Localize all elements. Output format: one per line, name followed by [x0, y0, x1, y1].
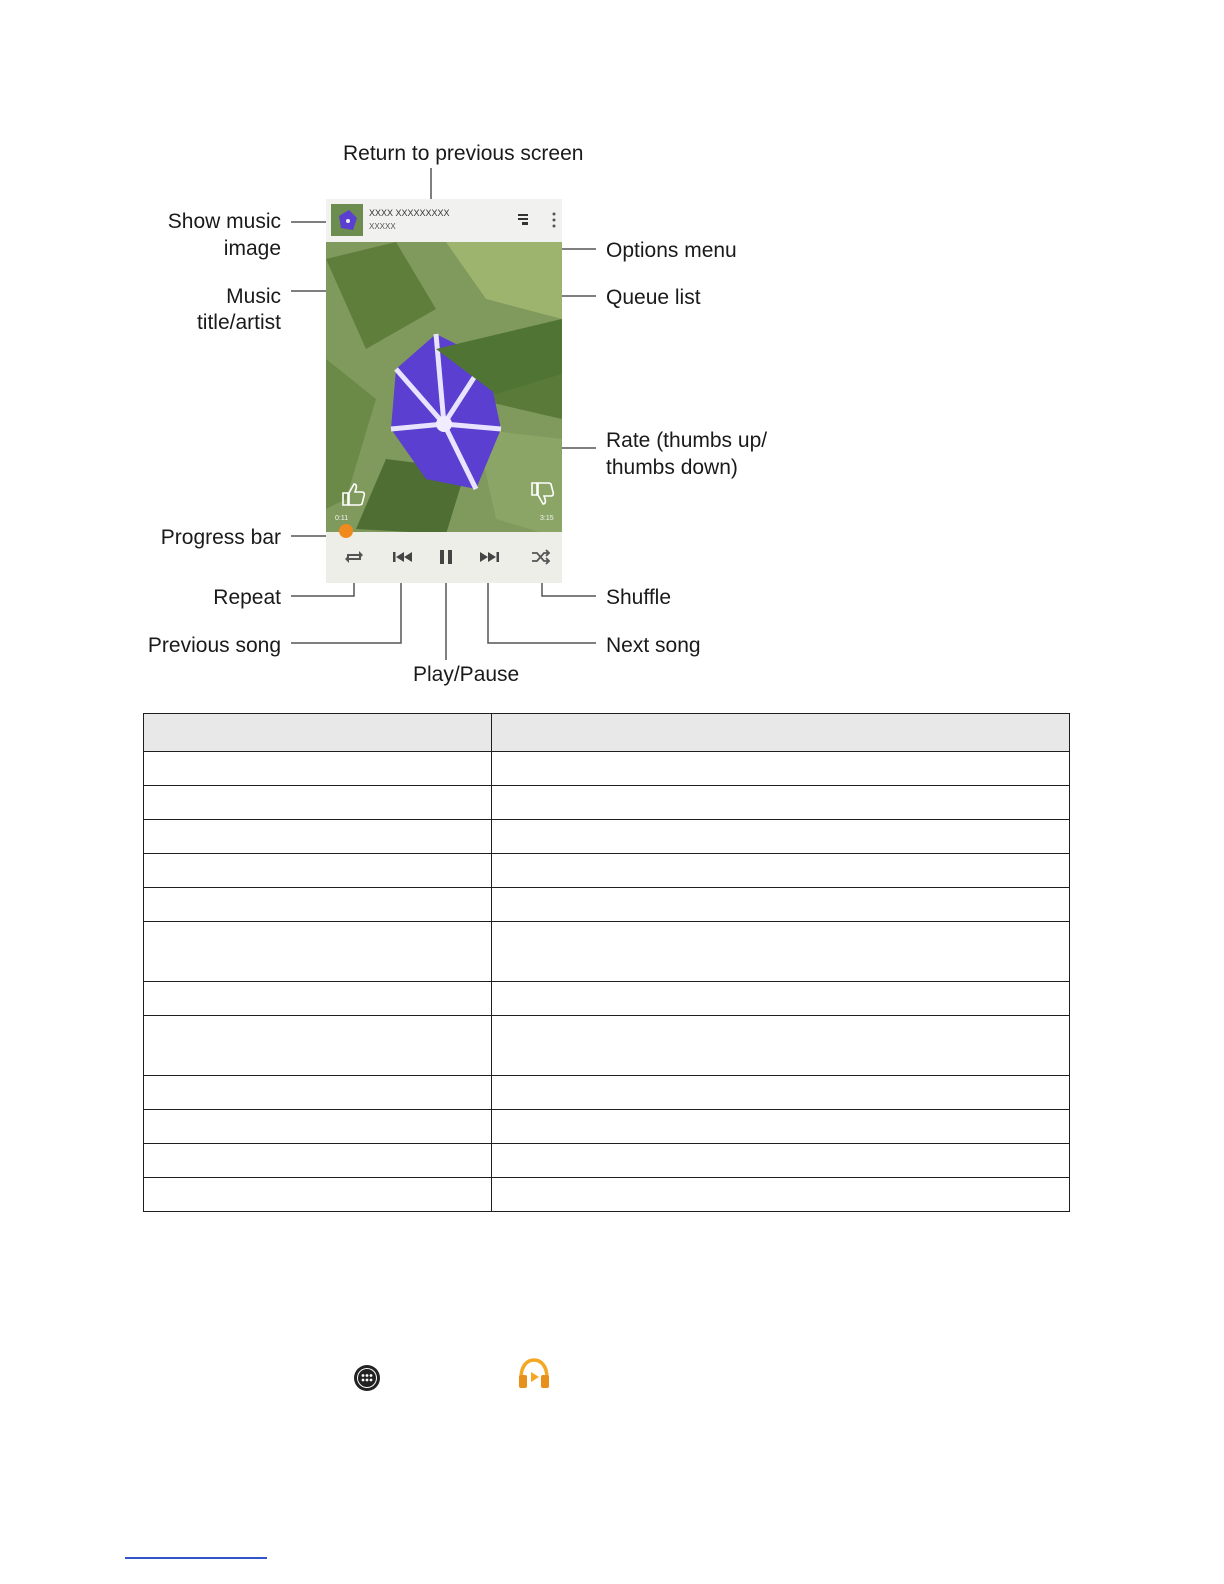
table-cell	[492, 888, 1070, 922]
song-title[interactable]: XXXX XXXXXXXXX	[369, 208, 450, 218]
table-row	[144, 1076, 1070, 1110]
music-player-figure	[0, 0, 1224, 700]
table-row	[144, 1016, 1070, 1076]
table-row	[144, 888, 1070, 922]
callout-show-music-image-2: image	[223, 237, 281, 260]
table-cell	[144, 1110, 492, 1144]
table-cell	[492, 1076, 1070, 1110]
player-header	[326, 199, 562, 242]
pause-icon[interactable]	[433, 544, 459, 570]
table-cell	[144, 888, 492, 922]
table-cell	[144, 786, 492, 820]
play-music-headphones-icon[interactable]	[516, 1356, 552, 1392]
table-cell	[144, 1178, 492, 1212]
table-row	[144, 922, 1070, 982]
thumbs-down-icon[interactable]	[528, 480, 556, 508]
table-header-cell	[144, 714, 492, 752]
callout-music-title-2: title/artist	[196, 311, 281, 334]
player-screen	[326, 199, 562, 583]
table-cell	[492, 1144, 1070, 1178]
overflow-menu-icon[interactable]	[551, 211, 557, 231]
callout-progress-bar: Progress bar	[160, 526, 281, 549]
table-cell	[144, 1076, 492, 1110]
footer-link-underline	[125, 1557, 267, 1559]
callout-return-previous: Return to previous screen	[343, 142, 584, 165]
album-art-background	[326, 199, 562, 583]
song-artist[interactable]: XXXXX	[369, 222, 396, 231]
table-header-row	[144, 714, 1070, 752]
table-cell	[492, 1110, 1070, 1144]
callout-shuffle: Shuffle	[606, 586, 671, 609]
table-row	[144, 854, 1070, 888]
table-row	[144, 982, 1070, 1016]
progress-bar-thumb[interactable]	[339, 524, 353, 538]
elapsed-time: 0:11	[335, 515, 349, 522]
table-header-cell	[492, 714, 1070, 752]
callout-repeat: Repeat	[213, 586, 281, 609]
callout-next-song: Next song	[606, 634, 701, 657]
repeat-icon[interactable]	[341, 544, 367, 570]
table-row	[144, 752, 1070, 786]
table-row	[144, 1144, 1070, 1178]
callout-rate-2: thumbs down)	[606, 456, 738, 479]
album-art-icon[interactable]	[331, 204, 363, 236]
total-time: 3:15	[540, 515, 554, 522]
table-cell	[144, 982, 492, 1016]
table-cell	[492, 786, 1070, 820]
queue-icon[interactable]	[518, 214, 530, 226]
apps-launcher-icon[interactable]	[353, 1364, 381, 1392]
table-cell	[492, 820, 1070, 854]
table-cell	[492, 982, 1070, 1016]
table-cell	[144, 1016, 492, 1076]
table-cell	[492, 752, 1070, 786]
table-row	[144, 1110, 1070, 1144]
shuffle-icon[interactable]	[528, 544, 554, 570]
table-cell	[492, 922, 1070, 982]
thumbs-up-icon[interactable]	[339, 480, 367, 508]
playback-controls	[326, 532, 562, 583]
callout-queue-list: Queue list	[606, 286, 701, 309]
feature-table	[143, 713, 1070, 1212]
table-cell	[144, 820, 492, 854]
next-icon[interactable]	[476, 544, 502, 570]
table-cell	[492, 1178, 1070, 1212]
table-cell	[492, 854, 1070, 888]
table-row	[144, 786, 1070, 820]
table-cell	[144, 1144, 492, 1178]
previous-icon[interactable]	[390, 544, 416, 570]
callout-previous-song: Previous song	[147, 634, 281, 657]
table-row	[144, 1178, 1070, 1212]
table-cell	[144, 752, 492, 786]
table-row	[144, 820, 1070, 854]
table-cell	[144, 854, 492, 888]
table-cell	[492, 1016, 1070, 1076]
table-cell	[144, 922, 492, 982]
callout-play-pause: Play/Pause	[413, 663, 520, 686]
callout-rate-1: Rate (thumbs up/	[606, 429, 768, 452]
callout-options-menu: Options menu	[606, 239, 737, 262]
callout-show-music-image-1: Show music	[167, 210, 281, 233]
callout-music-title-1: Music	[226, 285, 281, 308]
